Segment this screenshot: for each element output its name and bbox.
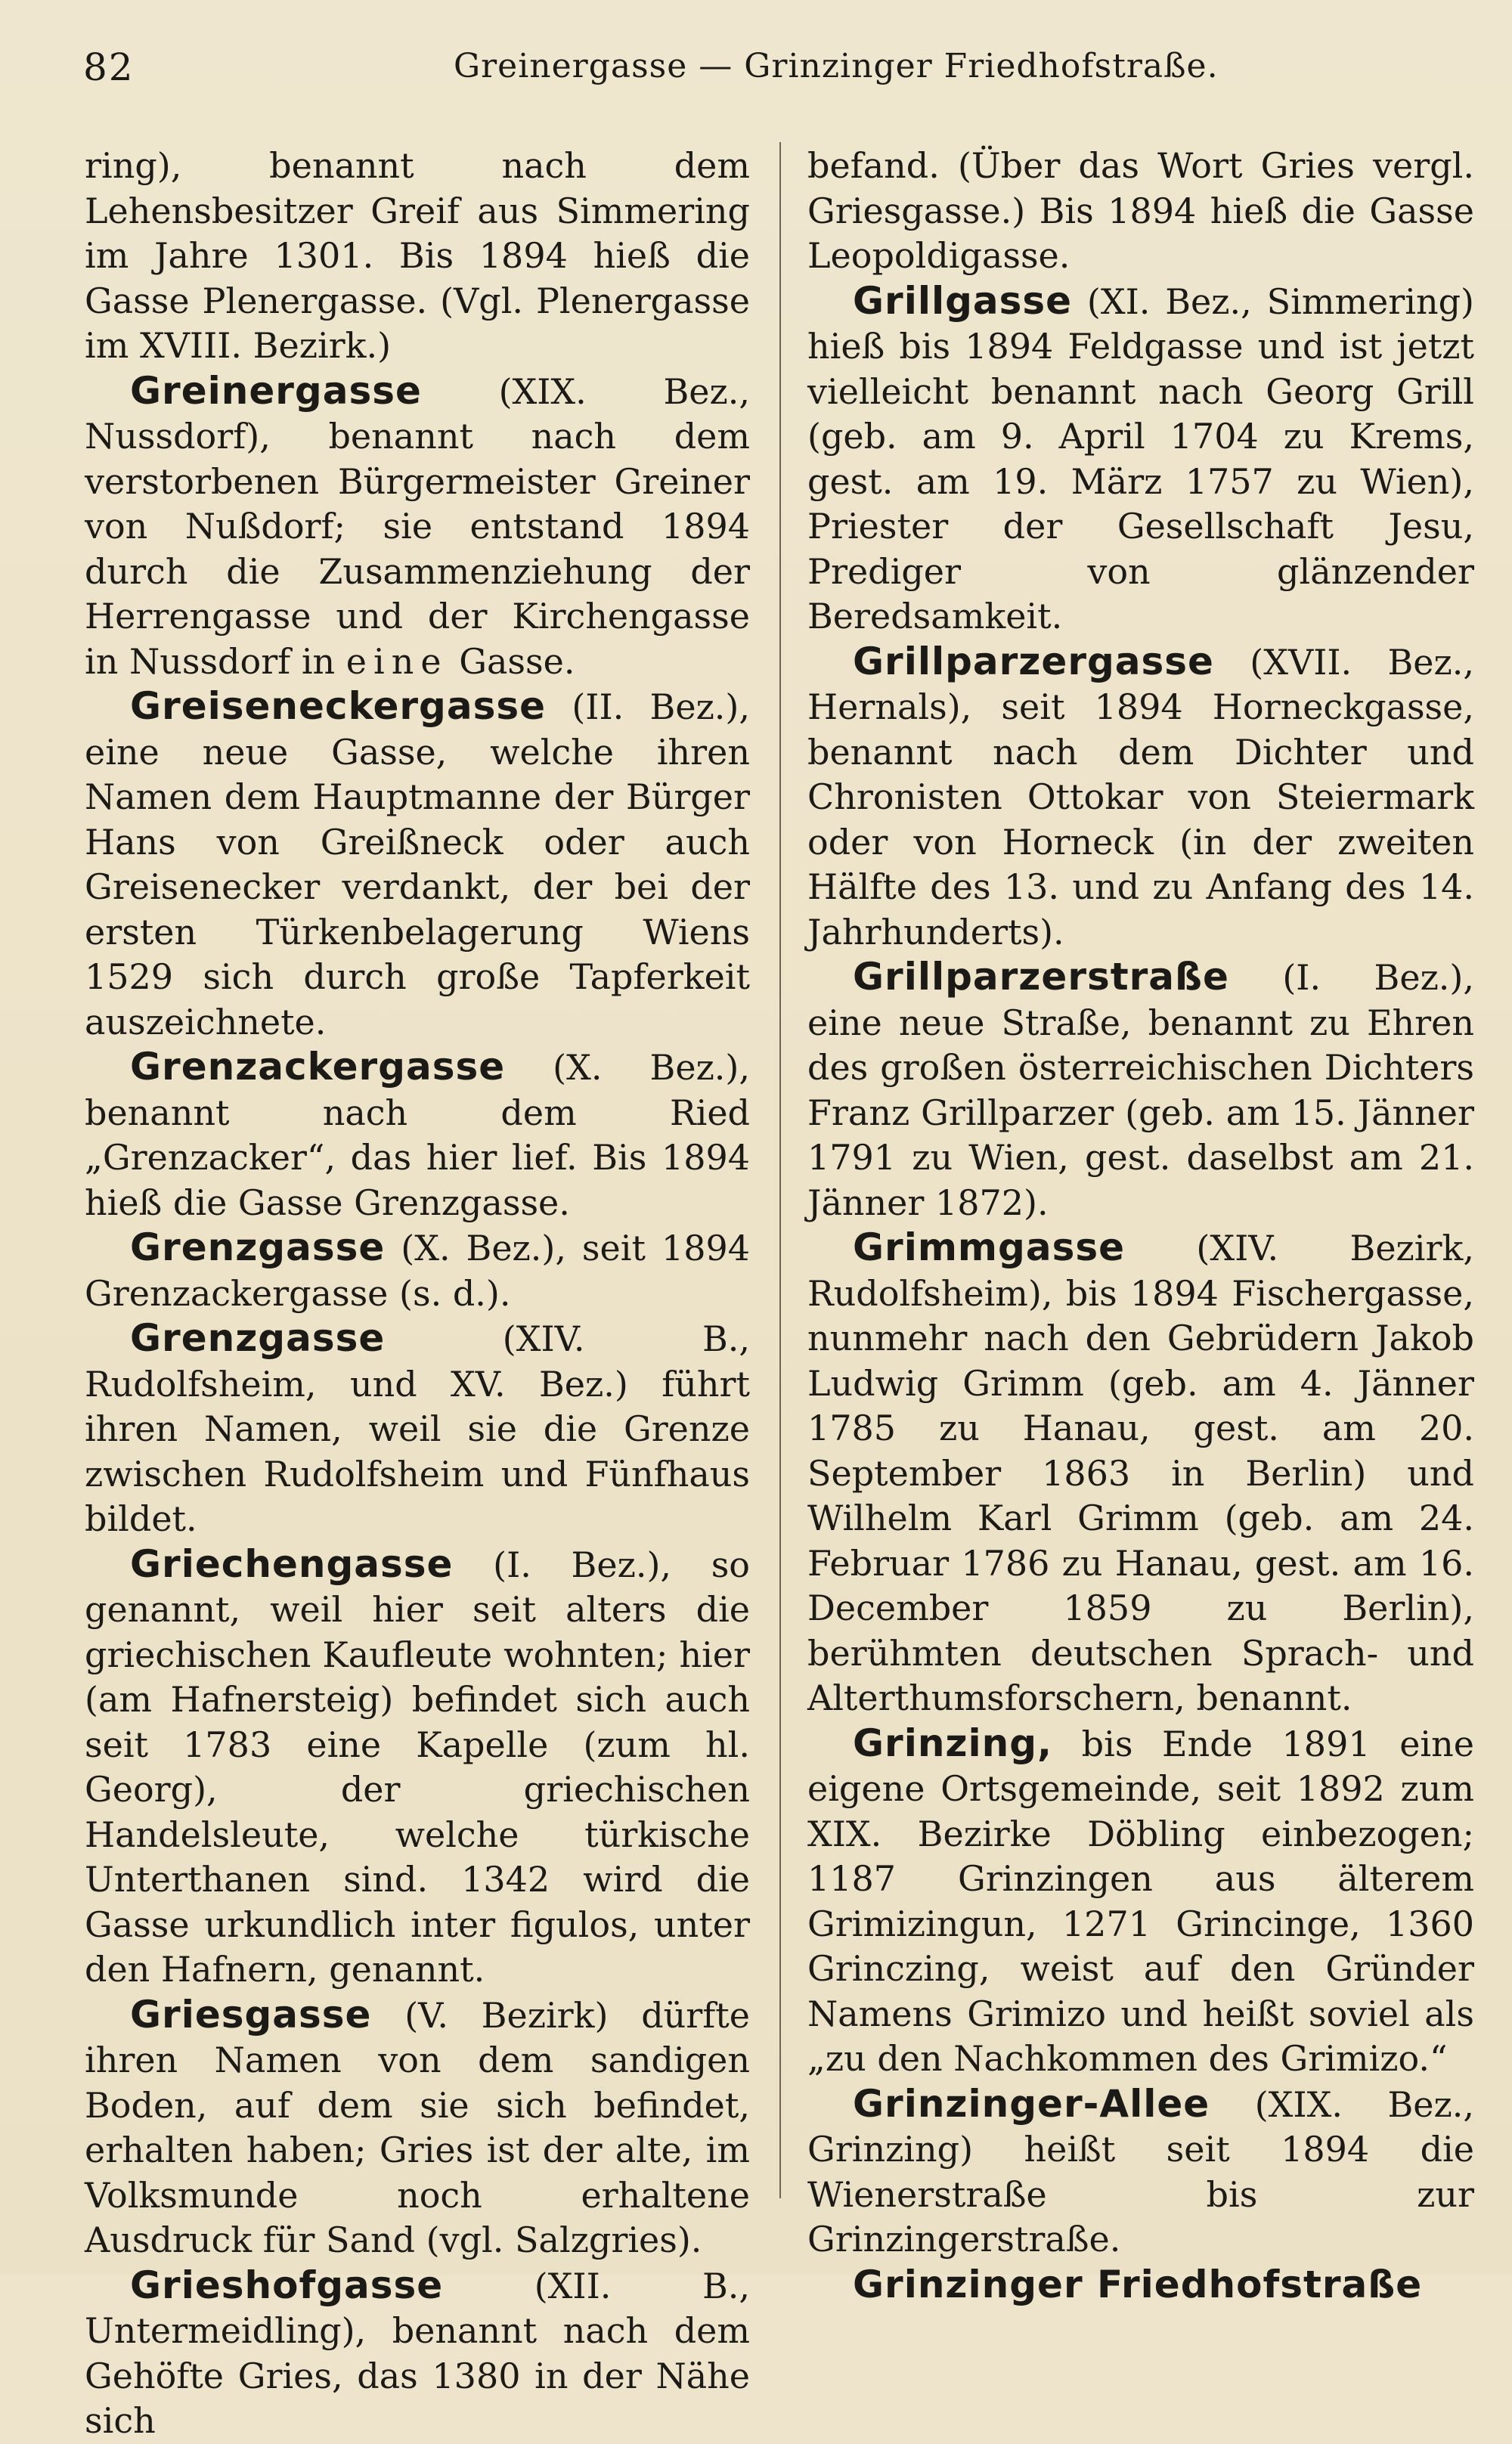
entry-text: (X. Bez.), seit 1894 Grenzackergasse (s. d.). bbox=[85, 1228, 750, 1314]
entry-text: (I. Bez.), so genannt, weil hier seit alters die griechischen Kaufleute wohnten; hier (am Hafnersteig) befindet sich auch seit 1783 eine Kapelle (zum hl. Georg), der griechischen Handelsleute, welche türkische Unterthanen sind. 1342 wird die Gasse urkundlich inter figulos, unter den Hafnern, genannt. bbox=[85, 1544, 750, 1990]
entry-headword: Grillgasse bbox=[853, 278, 1073, 323]
entry-text: (X. Bez.), benannt nach dem Ried „Grenzacker“, das hier lief. Bis 1894 hieß die Gasse Grenzgasse. bbox=[85, 1047, 750, 1223]
entry-griesgasse bbox=[85, 1993, 750, 2263]
entry-headword: Grimmgasse bbox=[853, 1225, 1125, 1269]
entry-text: (XVII. Bez., Hernals), seit 1894 Horneckgasse, benannt nach dem Dichter und Chronisten Ottokar von Steiermark oder von Horneck (in der zweiten Hälfte des 13. und zu Anfang des 14. Jahrhunderts). bbox=[807, 641, 1474, 953]
entry-greiseneckergasse bbox=[85, 684, 750, 1045]
entry-griechengasse bbox=[85, 1542, 750, 1993]
entry-headword: Grinzinger-Allee bbox=[853, 2081, 1210, 2126]
entry-headword: Grieshofgasse bbox=[130, 2263, 444, 2307]
entry-text: (XIX. Bez., Grinzing) heißt seit 1894 die Wienerstraße bis zur Grinzingerstraße. bbox=[807, 2083, 1474, 2260]
entry-text: (XII. B., Untermeidling), benannt nach dem Gehöfte Gries, das 1380 in der Nähe sich bbox=[85, 2265, 750, 2441]
entry-headword: Grinzing, bbox=[853, 1721, 1053, 1765]
entry-headword: Greinergasse bbox=[130, 368, 422, 413]
entry-grillgasse bbox=[807, 279, 1474, 640]
entry-text: (XIV. Bezirk, Rudolfsheim), bis 1894 Fischergasse, nunmehr nach den Gebrüdern Jakob Ludwig Grimm (geb. am 4. Jänner 1785 zu Hanau, gest. am 20. September 1863 in Berlin) und Wilhelm Karl Grimm (geb. am 24. Februar 1786 zu Hanau, gest. am 16. December 1859 zu Berlin), berühmten deutschen Sprach- und Alterthumsforschern, benannt. bbox=[807, 1228, 1474, 1718]
entry-text: (V. Bezirk) dürfte ihren Namen von dem sandigen Boden, auf dem sie sich befindet, erhalten haben; Gries ist der alte, im Volksmunde noch erhaltene Ausdruck für Sand (vgl. Salzgries). bbox=[85, 1994, 750, 2260]
entry-text-end: Gasse. bbox=[448, 640, 575, 682]
entry-grenzgasse-xiv bbox=[85, 1316, 750, 1542]
page-header bbox=[83, 39, 1474, 100]
column-divider bbox=[779, 142, 781, 2198]
entry-text: ring), benannt nach dem Lehensbesitzer Greif aus Simmering im Jahre 1301. Bis 1894 hieß die Gasse Plenergasse. (Vgl. Plenergasse im XVIII. Bezirk.) bbox=[85, 145, 750, 366]
entry-headword: Griesgasse bbox=[130, 1992, 372, 2037]
entry-headword: Grenzgasse bbox=[130, 1225, 386, 1269]
entry-text: (I. Bez.), eine neue Straße, benannt zu Ehren des großen österreichischen Dichters Franz Grillparzer (geb. am 15. Jänner 1791 zu Wien, gest. daselbst am 21. Jänner 1872). bbox=[807, 957, 1474, 1223]
entry-grinzinger-allee bbox=[807, 2082, 1474, 2263]
entry-text: (II. Bez.), eine neue Gasse, welche ihren Namen dem Hauptmanne der Bürger Hans von Greißneck oder auch Greisenecker verdankt, der bei der ersten Türkenbelagerung Wiens 1529 sich durch große Tapferkeit auszeichnete. bbox=[85, 686, 750, 1042]
entry-grillparzerstrasse bbox=[807, 955, 1474, 1225]
entry-greinergasse bbox=[85, 369, 750, 685]
left-column bbox=[85, 144, 750, 2444]
running-head: Greinergasse — Grinzinger Friedhofstraße. bbox=[454, 47, 1219, 85]
entry-text: bis Ende 1891 eine eigene Ortsgemeinde, seit 1892 zum XIX. Bezirke Döbling einbezogen; 1187 Grinzingen aus älterem Grimizingun, 1271 Grincinge, 1360 Grinczing, weist auf den Gründer Namens Grimizo und heißt soviel als „zu den Nachkommen des Grimizo.“ bbox=[807, 1723, 1474, 2079]
entry-grenzgasse-x bbox=[85, 1225, 750, 1316]
entry-headword: Grinzinger Friedhofstraße bbox=[853, 2262, 1423, 2306]
entry-text: befand. (Über das Wort Gries vergl. Griesgasse.) Bis 1894 hieß die Gasse Leopoldigasse. bbox=[807, 145, 1474, 276]
entry-headword: Grenzgasse bbox=[130, 1316, 386, 1360]
entry-headword: Griechengasse bbox=[130, 1541, 454, 1586]
entry-grillparzergasse bbox=[807, 640, 1474, 956]
spaced-word: eine bbox=[345, 640, 448, 682]
entry-headword: Grillparzerstraße bbox=[853, 955, 1229, 999]
entry-text: (XI. Bez., Simmering) hieß bis 1894 Feldgasse und ist jetzt vielleicht benannt nach Georg Grill (geb. am 9. April 1704 zu Krems, gest. am 19. März 1757 zu Wien), Priester der Gesellschaft Jesu, Prediger von glänzender Beredsamkeit. bbox=[807, 280, 1474, 637]
entry-grinzing bbox=[807, 1721, 1474, 2082]
page-number: 82 bbox=[83, 45, 135, 89]
entry-continuation bbox=[807, 144, 1474, 279]
entry-headword: Grillparzergasse bbox=[853, 639, 1214, 683]
entry-continuation bbox=[85, 144, 750, 369]
entry-headword: Grenzackergasse bbox=[130, 1045, 506, 1089]
right-column bbox=[807, 144, 1474, 2308]
entry-grimmgasse bbox=[807, 1225, 1474, 1721]
entry-text: (XIX. Bez., Nussdorf), benannt nach dem verstorbenen Bürgermeister Greiner von Nußdorf; sie entstand 1894 durch die Zusammenziehung der Herrengasse und der Kirchengasse in Nussdorf in bbox=[85, 370, 750, 682]
entry-grenzackergasse bbox=[85, 1045, 750, 1225]
entry-headword: Greiseneckergasse bbox=[130, 684, 547, 728]
entry-grieshofgasse bbox=[85, 2263, 750, 2444]
entry-grinzinger-friedhofstrasse bbox=[807, 2263, 1474, 2309]
entry-text: (XIV. B., Rudolfsheim, und XV. Bez.) führt ihren Namen, weil sie die Grenze zwischen Rudolfsheim und Fünfhaus bildet. bbox=[85, 1318, 750, 1539]
